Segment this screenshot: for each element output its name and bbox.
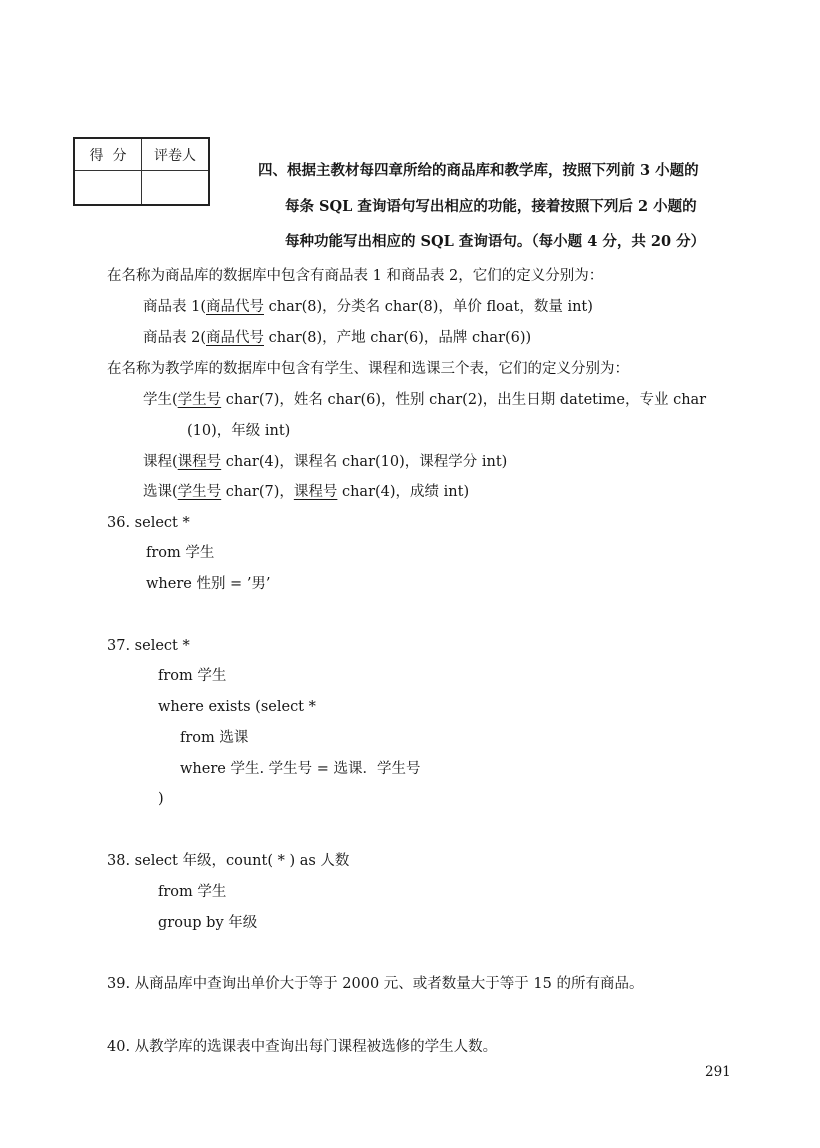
q36-line2: from 学生 [146, 545, 215, 561]
primary-key: 学生号 [177, 392, 222, 408]
primary-key: 课程号 [177, 454, 222, 470]
q36-line1: 36. select * [107, 515, 190, 531]
student-table-def: 学生(学生号 char(7)，姓名 char(6)，性别 char(2)，出生日期 datetime，专业 char [143, 392, 707, 408]
q39-text: 39. 从商品库中查询出单价大于等于 2000 元、或者数量大于等于 15 的所有商品。 [107, 976, 644, 992]
grader-header: 评卷人 [142, 138, 210, 171]
primary-key: 商品代号 [206, 299, 264, 315]
school-db-intro: 在名称为教学库的数据库中包含有学生、课程和选课三个表，它们的定义分别为： [107, 361, 629, 377]
score-cell [74, 171, 142, 206]
shop-db-intro: 在名称为商品库的数据库中包含有商品表 1 和商品表 2，它们的定义分别为： [107, 268, 604, 284]
q37-line3: where exists (select * [158, 699, 316, 715]
q38-line3: group by 年级 [158, 915, 258, 931]
section-intro-line1: 四、根据主教材每四章所给的商品库和教学库，按照下列前 3 小题的 [258, 162, 699, 179]
q38-line2: from 学生 [158, 884, 227, 900]
q40-text: 40. 从教学库的选课表中查询出每门课程被选修的学生人数。 [107, 1039, 498, 1055]
course-table-def: 课程(课程号 char(4)，课程名 char(10)，课程学分 int) [143, 454, 508, 470]
shop-table2-def: 商品表 2(商品代号 char(8)，产地 char(6)，品牌 char(6)) [143, 330, 532, 346]
q37-line6: ) [158, 791, 164, 807]
q37-line2: from 学生 [158, 668, 227, 684]
score-header: 得 分 [74, 138, 142, 171]
shop-table1-def: 商品表 1(商品代号 char(8)，分类名 char(8)，单价 float，数量 int) [143, 299, 593, 315]
section-intro-line3: 每种功能写出相应的 SQL 查询语句。（每小题 4 分，共 20 分） [285, 233, 706, 250]
score-table [73, 137, 210, 206]
page-number: 291 [705, 1064, 731, 1080]
q37-line5: where 学生. 学生号 = 选课．学生号 [180, 761, 421, 777]
q37-line1: 37. select * [107, 638, 190, 654]
grader-cell [142, 171, 210, 206]
q38-line1: 38. select 年级，count( * ) as 人数 [107, 853, 350, 869]
student-table-def-cont: (10)，年级 int) [187, 423, 291, 439]
q36-line3: where 性别 = ’男’ [146, 576, 271, 592]
primary-key: 课程号 [293, 484, 338, 500]
q37-line4: from 选课 [180, 730, 249, 746]
primary-key: 商品代号 [206, 330, 264, 346]
selection-table-def: 选课(学生号 char(7)，课程号 char(4)，成绩 int) [143, 484, 470, 500]
section-intro-line2: 每条 SQL 查询语句写出相应的功能，接着按照下列后 2 小题的 [285, 198, 697, 215]
primary-key: 学生号 [177, 484, 222, 500]
